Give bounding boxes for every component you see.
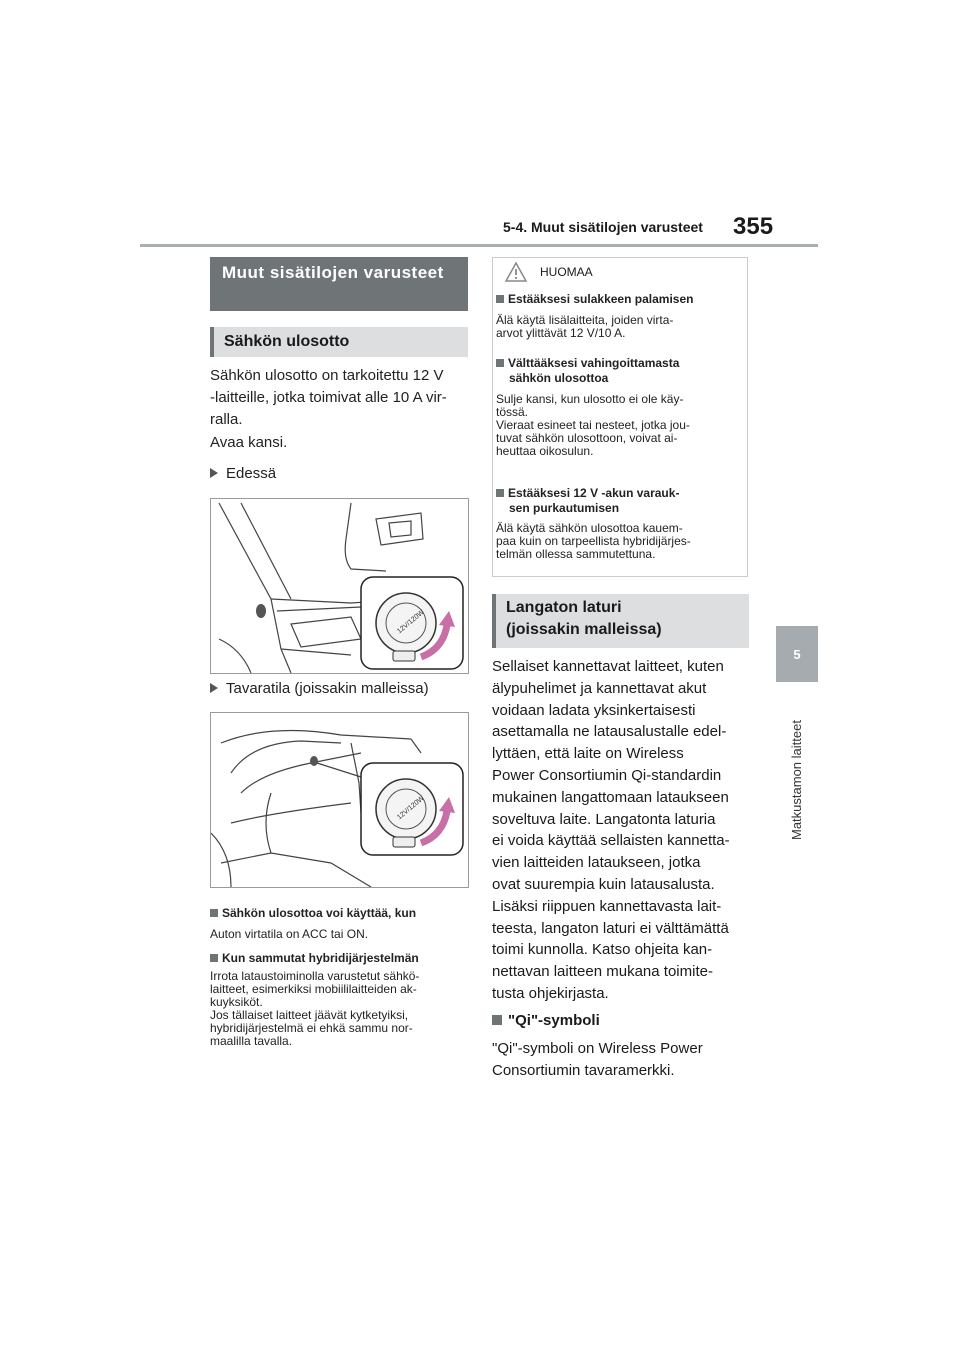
front-outlet-illustration	[210, 498, 469, 674]
notice-line: telmän ollessa sammutettuna.	[496, 547, 656, 561]
header-divider	[140, 244, 818, 247]
notice-line: Vieraat esineet tai nesteet, jotka jou-	[496, 418, 690, 432]
section-title-wireless-charger	[492, 594, 749, 648]
intro-line: -laitteille, jotka toimivat alle 10 A vir-	[210, 389, 447, 406]
note2-text	[210, 970, 472, 1048]
front-console-drawing	[211, 499, 468, 673]
notice-item-heading	[496, 356, 679, 386]
notice-item-heading-text: sähkön ulosottoa	[509, 371, 609, 385]
square-bullet-icon	[210, 909, 218, 917]
main-title: Muut sisätilojen varusteet	[210, 257, 468, 311]
notice-line: Sulje kansi, kun ulosotto ei ole käy-	[496, 392, 684, 406]
note1-heading	[210, 906, 416, 920]
trunk-outlet-illustration	[210, 712, 469, 888]
body-line: ei voida käyttää sellaisten kannetta-	[492, 832, 730, 850]
notice-item-heading-text: Estääksesi 12 V -akun varauk-	[508, 486, 680, 500]
trunk-label	[210, 678, 429, 700]
notice-line: tössä.	[496, 405, 529, 419]
intro-line: ralla.	[210, 411, 243, 428]
chapter-tab	[776, 626, 818, 682]
note2-line: Jos tällaiset laitteet jäävät kytketyiksi,	[210, 1008, 409, 1022]
outlet-location-icon	[256, 604, 266, 618]
note2-line: Irrota lataustoiminolla varustetut sähkö-	[210, 969, 420, 983]
note1-text: Auton virtatila on ACC tai ON.	[210, 927, 369, 941]
body-line: soveltuva laite. Langatonta laturia	[492, 810, 716, 828]
notice-item-text	[496, 522, 746, 561]
qi-line: "Qi"-symboli on Wireless Power	[492, 1040, 703, 1057]
square-bullet-icon	[492, 1015, 502, 1025]
socket-cap-text: 12V/120W	[396, 794, 426, 822]
front-label-text: Edessä	[226, 465, 277, 482]
section-title-line: (joissakin malleissa)	[506, 621, 662, 638]
notice-item-text	[496, 314, 746, 340]
notice-line: Älä käytä sähkön ulosottoa kauem-	[496, 521, 683, 535]
body-line: nettavan laitteen mukana toimite-	[492, 963, 713, 981]
note2-heading	[210, 951, 419, 965]
body-line: voidaan ladata yksinkertaisesti	[492, 701, 696, 719]
chapter-label	[786, 690, 808, 840]
chapter-number: 5	[793, 646, 801, 662]
qi-symbol-heading-text: "Qi"-symboli	[508, 1012, 600, 1029]
note2-line: kuyksiköt.	[210, 995, 263, 1009]
body-line: Lisäksi riippuen kannettavasta lait-	[492, 897, 722, 915]
notice-item-heading	[496, 292, 693, 306]
notice-line: Älä käytä lisälaitteita, joiden virta-	[496, 313, 674, 327]
square-bullet-icon	[496, 489, 504, 497]
chapter-title: Matkustamon laitteet	[789, 720, 804, 840]
body-line: lyttäen, että laite on Wireless	[492, 745, 684, 763]
body-line: tusta ohjekirjasta.	[492, 984, 609, 1002]
body-line: toimi kunnolla. Katso ohjeita kan-	[492, 941, 713, 959]
triangle-bullet-icon	[210, 468, 218, 478]
body-line: vien laitteiden lataukseen, jotka	[492, 854, 701, 872]
qi-line: Consortiumin tavaramerkki.	[492, 1062, 675, 1079]
note2-line: hybridijärjestelmä ei ehkä sammu nor-	[210, 1021, 413, 1035]
note2-line: laitteet, esimerkiksi mobiililaitteiden ak-	[210, 982, 417, 996]
notice-item-heading-text: Välttääksesi vahingoittamasta	[508, 356, 680, 370]
notice-item-heading	[496, 486, 679, 516]
notice-line: tuvat sähkön ulosottoon, voivat ai-	[496, 431, 678, 445]
section-header: 5-4. Muut sisätilojen varusteet	[503, 219, 703, 235]
note2-heading-text: Kun sammutat hybridijärjestelmän	[222, 951, 419, 965]
notice-title: HUOMAA	[540, 265, 593, 279]
body-line: Sellaiset kannettavat laitteet, kuten	[492, 658, 724, 675]
section-title-power-outlet: Sähkön ulosotto	[210, 327, 468, 357]
outlet-location-icon	[310, 756, 318, 766]
notice-line: heuttaa oikosulun.	[496, 444, 594, 458]
body-line: mukainen langattomaan lataukseen	[492, 788, 729, 806]
body-line: ovat suurempia kuin latausalusta.	[492, 875, 715, 893]
body-line: Power Consortiumin Qi-standardin	[492, 766, 722, 784]
body-line: teesta, langaton laturi ei välttämättä	[492, 919, 729, 937]
intro-text	[210, 365, 472, 431]
intro-line: Sähkön ulosotto on tarkoitettu 12 V	[210, 367, 444, 384]
trunk-drawing	[211, 713, 468, 887]
notice-line: paa kuin on tarpeellista hybridijärjes-	[496, 534, 691, 548]
body-line: asettamalla ne latausalustalle edel-	[492, 723, 727, 741]
body-line: älypuhelimet ja kannettavat akut	[492, 679, 707, 697]
notice-item-heading-text: Estääksesi sulakkeen palamisen	[508, 292, 694, 306]
trunk-label-text: Tavaratila (joissakin malleissa)	[226, 680, 429, 697]
page-number: 355	[733, 213, 774, 240]
notice-item-heading-text: sen purkautumisen	[509, 501, 620, 515]
warning-triangle-icon	[504, 261, 528, 283]
notice-item-text	[496, 393, 746, 458]
section-title-line: Langaton laturi	[506, 599, 622, 616]
wireless-charger-text	[492, 656, 754, 1005]
front-label	[210, 463, 276, 485]
square-bullet-icon	[496, 295, 504, 303]
note1-heading-text: Sähkön ulosottoa voi käyttää, kun	[222, 906, 417, 920]
square-bullet-icon	[210, 954, 218, 962]
note2-line: maalilla tavalla.	[210, 1034, 293, 1048]
notice-line: arvot ylittävät 12 V/10 A.	[496, 326, 626, 340]
socket-cap-text: 12V/120W	[396, 608, 426, 636]
triangle-bullet-icon	[210, 683, 218, 693]
qi-symbol-heading	[492, 1012, 600, 1029]
qi-symbol-text	[492, 1038, 754, 1082]
open-lid-text: Avaa kansi.	[210, 434, 288, 451]
square-bullet-icon	[496, 359, 504, 367]
